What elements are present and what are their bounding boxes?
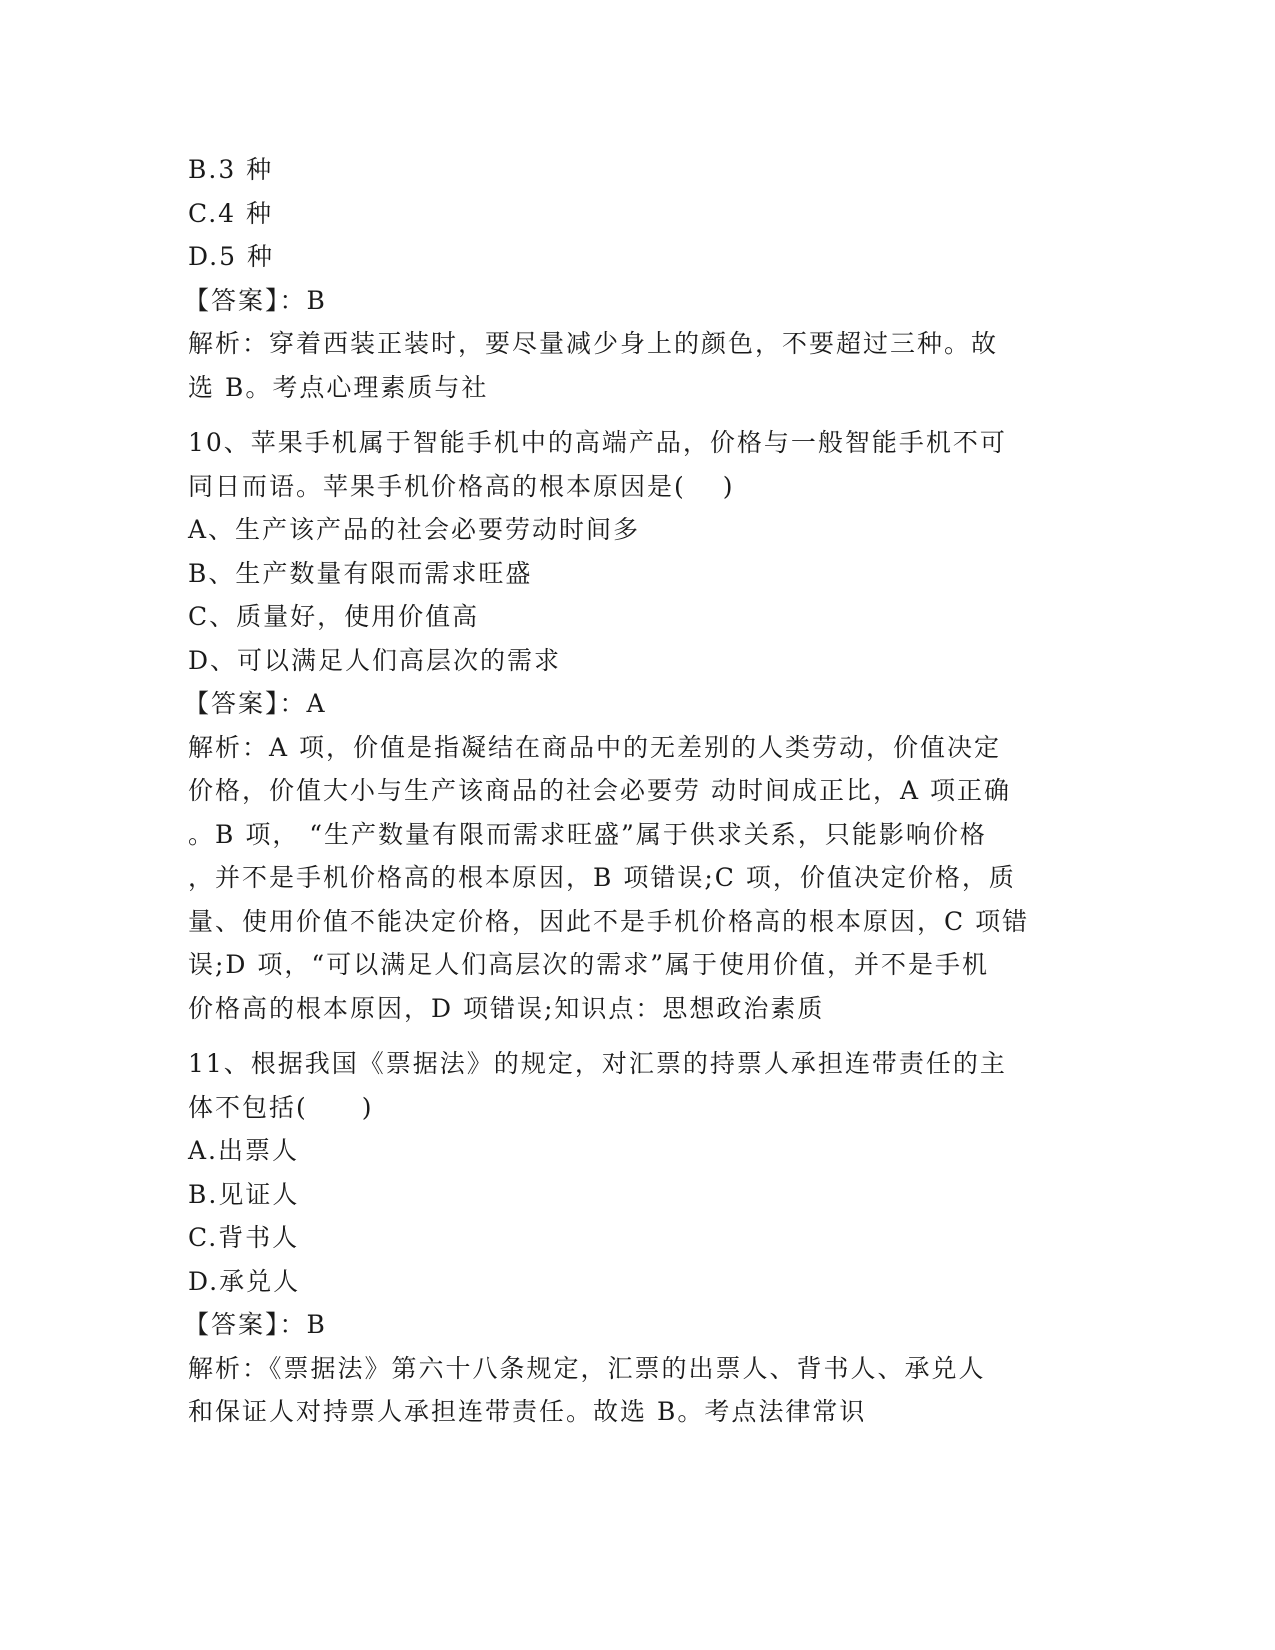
document-page [184, 148, 1088, 1434]
option-d: D.5 种 [188, 242, 274, 271]
answer-line: 【答案】：B [184, 1310, 327, 1339]
answer-line: 【答案】：A [184, 689, 327, 718]
answer-line: 【答案】：B [184, 285, 327, 315]
question-stem: 同日而语。苹果手机价格高的根本原因是( ) [188, 471, 735, 501]
option-d: D.承兑人 [188, 1266, 301, 1296]
option-a: A.出票人 [188, 1136, 300, 1165]
analysis-line: ，并不是手机价格高的根本原因，B 项错误;C 项，价值决定价格，质 [188, 863, 1016, 892]
question-stem: 体不包括( ) [188, 1092, 374, 1122]
option-c: C、质量好，使用价值高 [188, 602, 480, 631]
analysis-line: 。B 项， “生产数量有限而需求旺盛”属于供求关系，只能影响价格 [188, 819, 987, 849]
analysis-line: 误;D 项，“可以满足人们高层次的需求”属于使用价值，并不是手机 [188, 950, 989, 979]
analysis-line: 价格，价值大小与生产该商品的社会必要劳 动时间成正比，A 项正确 [188, 776, 1011, 805]
option-c: C.背书人 [188, 1223, 300, 1252]
option-a: A、生产该产品的社会必要劳动时间多 [188, 515, 641, 544]
option-c: C.4 种 [188, 198, 274, 228]
question-stem: 10、苹果手机属于智能手机中的高端产品，价格与一般智能手机不可 [188, 428, 1007, 457]
analysis-line: 选 B。考点心理素质与社 [188, 372, 489, 402]
option-b: B、生产数量有限而需求旺盛 [188, 558, 533, 588]
analysis-line: 和保证人对持票人承担连带责任。故选 B。考点法律常识 [188, 1397, 867, 1426]
analysis-line: 量、使用价值不能决定价格，因此不是手机价格高的根本原因，C 项错 [188, 906, 1030, 936]
option-b: B.3 种 [188, 155, 274, 184]
analysis-line: 解析：《票据法》第六十八条规定，汇票的出票人、背书人、承兑人 [188, 1353, 986, 1383]
question-10 [184, 421, 1088, 1030]
question-stem: 11、根据我国《票据法》的规定，对汇票的持票人承担连带责任的主 [188, 1049, 1007, 1078]
option-b: B.见证人 [188, 1179, 300, 1209]
analysis-line: 解析：穿着西装正装时，要尽量减少身上的颜色，不要超过三种。故 [188, 329, 999, 358]
question-9 [184, 148, 1088, 409]
question-11 [184, 1042, 1088, 1434]
option-d: D、可以满足人们高层次的需求 [188, 645, 562, 675]
analysis-line: 价格高的根本原因，D 项错误;知识点：思想政治素质 [188, 993, 825, 1023]
analysis-line: 解析：A 项，价值是指凝结在商品中的无差别的人类劳动，价值决定 [188, 732, 1002, 762]
